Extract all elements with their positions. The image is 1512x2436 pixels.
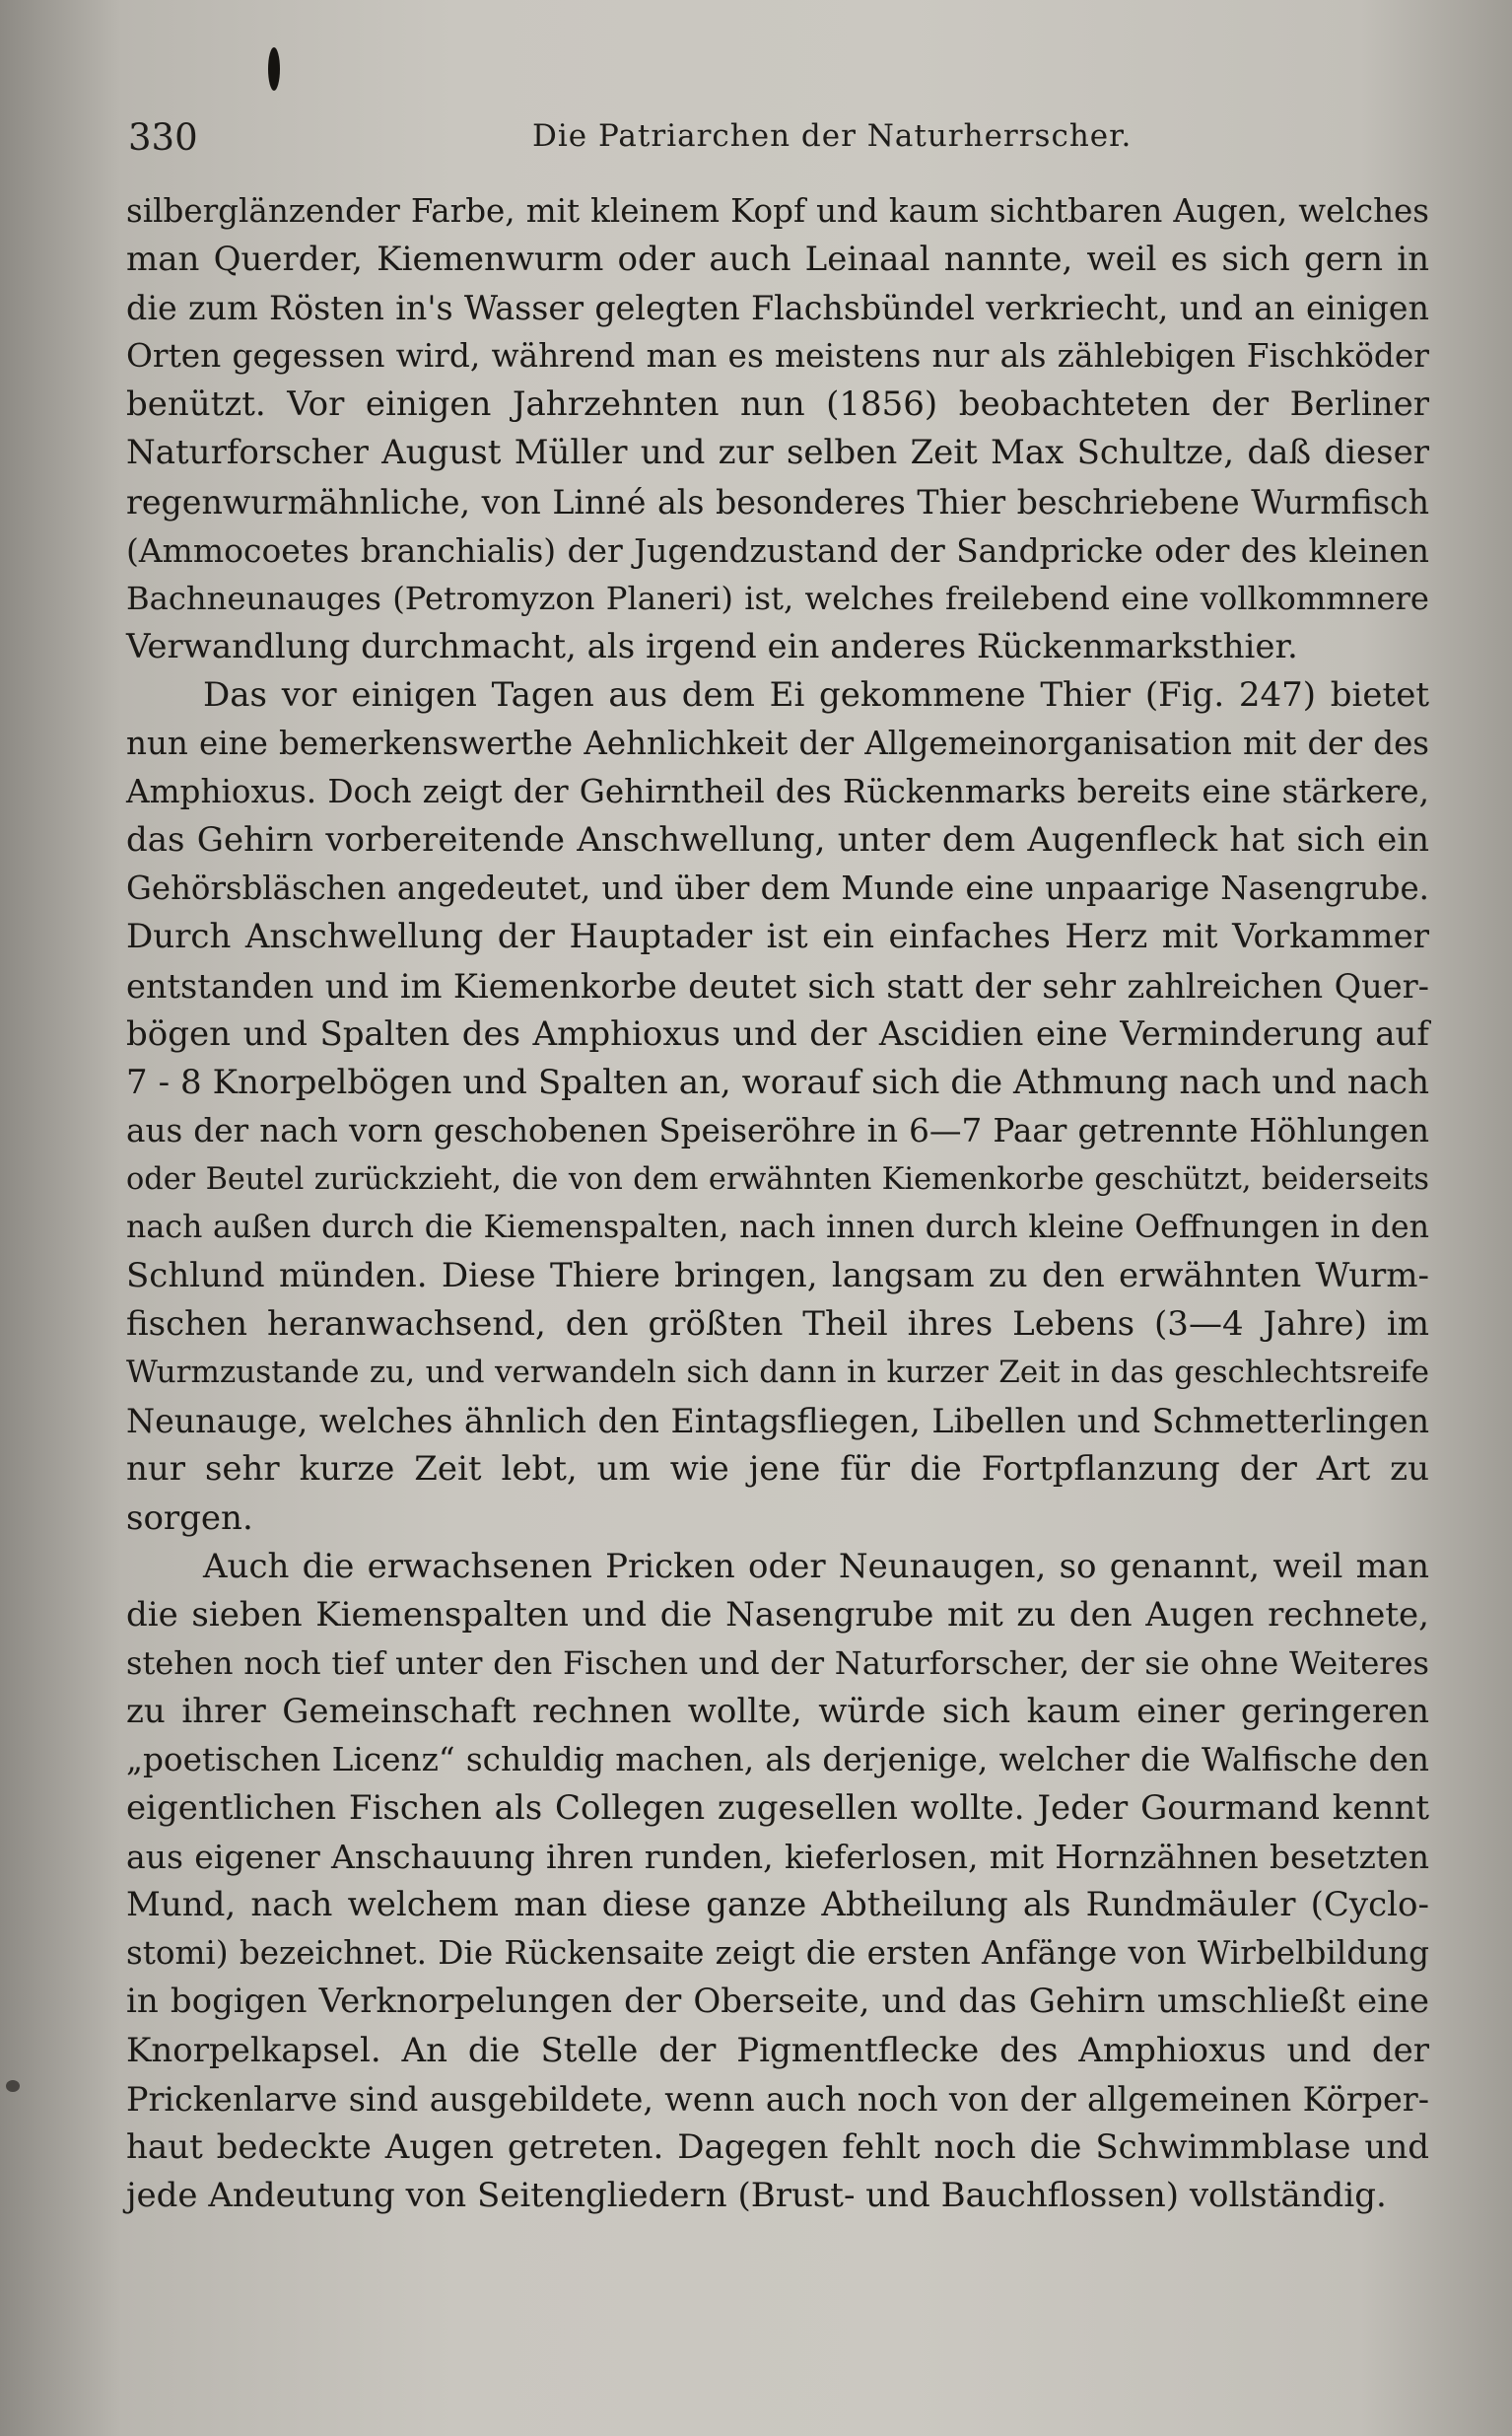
text-line: regenwurmähnliche, von Linné als besonderes Thier beschriebene Wurmfisch (126, 482, 1429, 522)
text-line: sorgen. (126, 1497, 253, 1538)
paragraph-1 (126, 187, 1429, 671)
text-line: stomi) bezeichnet. Die Rückensaite zeigt die ersten Anfänge von Wirbelbildung (126, 1934, 1429, 1973)
body-text (126, 187, 1429, 2220)
text-line: die sieben Kiemenspalten und die Nasengrube mit zu den Augen rechnete, (126, 1594, 1429, 1635)
text-line: die zum Rösten in's Wasser gelegten Flachsbündel verkriecht, und an einigen (126, 289, 1429, 328)
ink-speck-top (268, 47, 280, 91)
text-line: nur sehr kurze Zeit lebt, um wie jene für die Fortpflanzung der Art zu (126, 1449, 1429, 1490)
page-number: 330 (128, 116, 198, 159)
text-line: Bachneunauges (Petromyzon Planeri) ist, welches freilebend eine vollkommnere (126, 579, 1429, 617)
text-line: Naturforscher August Müller und zur selben Zeit Max Schultze, daß dieser (126, 433, 1429, 473)
text-line: Gehörsbläschen angedeutet, und über dem Munde eine unpaarige Nasengrube. (126, 870, 1429, 908)
text-line: aus eigener Anschauung ihren runden, kieferlosen, mit Hornzähnen besetzten (126, 1838, 1429, 1877)
text-line: (Ammocoetes branchialis) der Jugendzustand der Sandpricke oder des kleinen (126, 530, 1429, 570)
text-line: das Gehirn vorbereitende Anschwellung, unter dem Augenfleck hat sich ein (126, 820, 1429, 861)
text-line: Auch die erwachsenen Pricken oder Neunaugen, so genannt, weil man (203, 1546, 1429, 1586)
text-line: in bogigen Verknorpelungen der Oberseite, und das Gehirn umschließt eine (126, 1982, 1429, 2022)
text-line: Mund, nach welchem man diese ganze Abtheilung als Rundmäuler (Cyclo- (126, 1885, 1429, 1925)
text-line: benützt. Vor einigen Jahrzehnten nun (1856) beobachteten der Berliner (126, 384, 1429, 425)
paragraph-2 (126, 671, 1429, 1543)
text-line: „poetischen Licenz“ schuldig machen, als derjenige, welcher die Walfische den (126, 1741, 1429, 1778)
ink-speck-left (6, 2080, 20, 2092)
text-line: Knorpelkapsel. An die Stelle der Pigmentflecke des Amphioxus und der (126, 2030, 1429, 2070)
text-line: nun eine bemerkenswerthe Aehnlichkeit der Allgemeinorganisation mit der des (126, 725, 1429, 763)
text-line: nach außen durch die Kiemenspalten, nach innen durch kleine Oeffnungen in den (126, 1209, 1429, 1245)
text-line: oder Beutel zurückzieht, die von dem erwähnten Kiemenkorbe geschützt, beiderseits (126, 1161, 1429, 1197)
text-line: Verwandlung durchmacht, als irgend ein anderes Rückenmarksthier. (126, 626, 1298, 666)
text-line: man Querder, Kiemenwurm oder auch Leinaal nannte, weil es sich gern in (126, 240, 1429, 280)
text-line: Schlund münden. Diese Thiere bringen, langsam zu den erwähnten Wurm- (126, 1256, 1429, 1296)
running-head: Die Patriarchen der Naturherrscher. (532, 118, 1133, 154)
text-line: eigentlichen Fischen als Collegen zugesellen wollte. Jeder Gourmand kennt (126, 1788, 1429, 1829)
paragraph-3 (126, 1543, 1429, 2220)
text-line: Durch Anschwellung der Hauptader ist ein einfaches Herz mit Vorkammer (126, 917, 1429, 957)
text-line: Amphioxus. Doch zeigt der Gehirntheil des Rückenmarks bereits eine stärkere, (126, 773, 1429, 811)
text-line: entstanden und im Kiemenkorbe deutet sich statt der sehr zahlreichen Quer- (126, 966, 1429, 1006)
text-line: bögen und Spalten des Amphioxus und der Ascidien eine Verminderung auf (126, 1013, 1429, 1054)
text-line: Neunauge, welches ähnlich den Eintagsfliegen, Libellen und Schmetterlingen (126, 1402, 1429, 1441)
text-line: Wurmzustande zu, und verwandeln sich dann in kurzer Zeit in das geschlechtsreife (126, 1355, 1429, 1391)
text-line: fischen heranwachsend, den größten Theil ihres Lebens (3—4 Jahre) im (126, 1304, 1429, 1345)
text-line: Das vor einigen Tagen aus dem Ei gekommene Thier (Fig. 247) bietet (203, 674, 1429, 715)
text-line: haut bedeckte Augen getreten. Dagegen fehlt noch die Schwimmblase und (126, 2126, 1429, 2167)
text-line: stehen noch tief unter den Fischen und der Naturforscher, der sie ohne Weiteres (126, 1643, 1429, 1682)
text-line: Orten gegessen wird, während man es meistens nur als zählebigen Fischköder (126, 337, 1429, 376)
text-line: silberglänzender Farbe, mit kleinem Kopf und kaum sichtbaren Augen, welches (126, 192, 1429, 230)
text-line: 7 - 8 Knorpelbögen und Spalten an, worauf sich die Athmung nach und nach (126, 1062, 1429, 1102)
text-line: Prickenlarve sind ausgebildete, wenn auch noch von der allgemeinen Körper- (126, 2079, 1429, 2119)
text-line: zu ihrer Gemeinschaft rechnen wollte, würde sich kaum einer geringeren (126, 1691, 1429, 1731)
text-line: aus der nach vorn geschobenen Speiseröhre in 6—7 Paar getrennte Höhlungen (126, 1111, 1429, 1149)
text-line: jede Andeutung von Seitengliedern (Brust- und Bauchflossen) vollständig. (126, 2175, 1387, 2215)
page-header (128, 110, 1429, 170)
